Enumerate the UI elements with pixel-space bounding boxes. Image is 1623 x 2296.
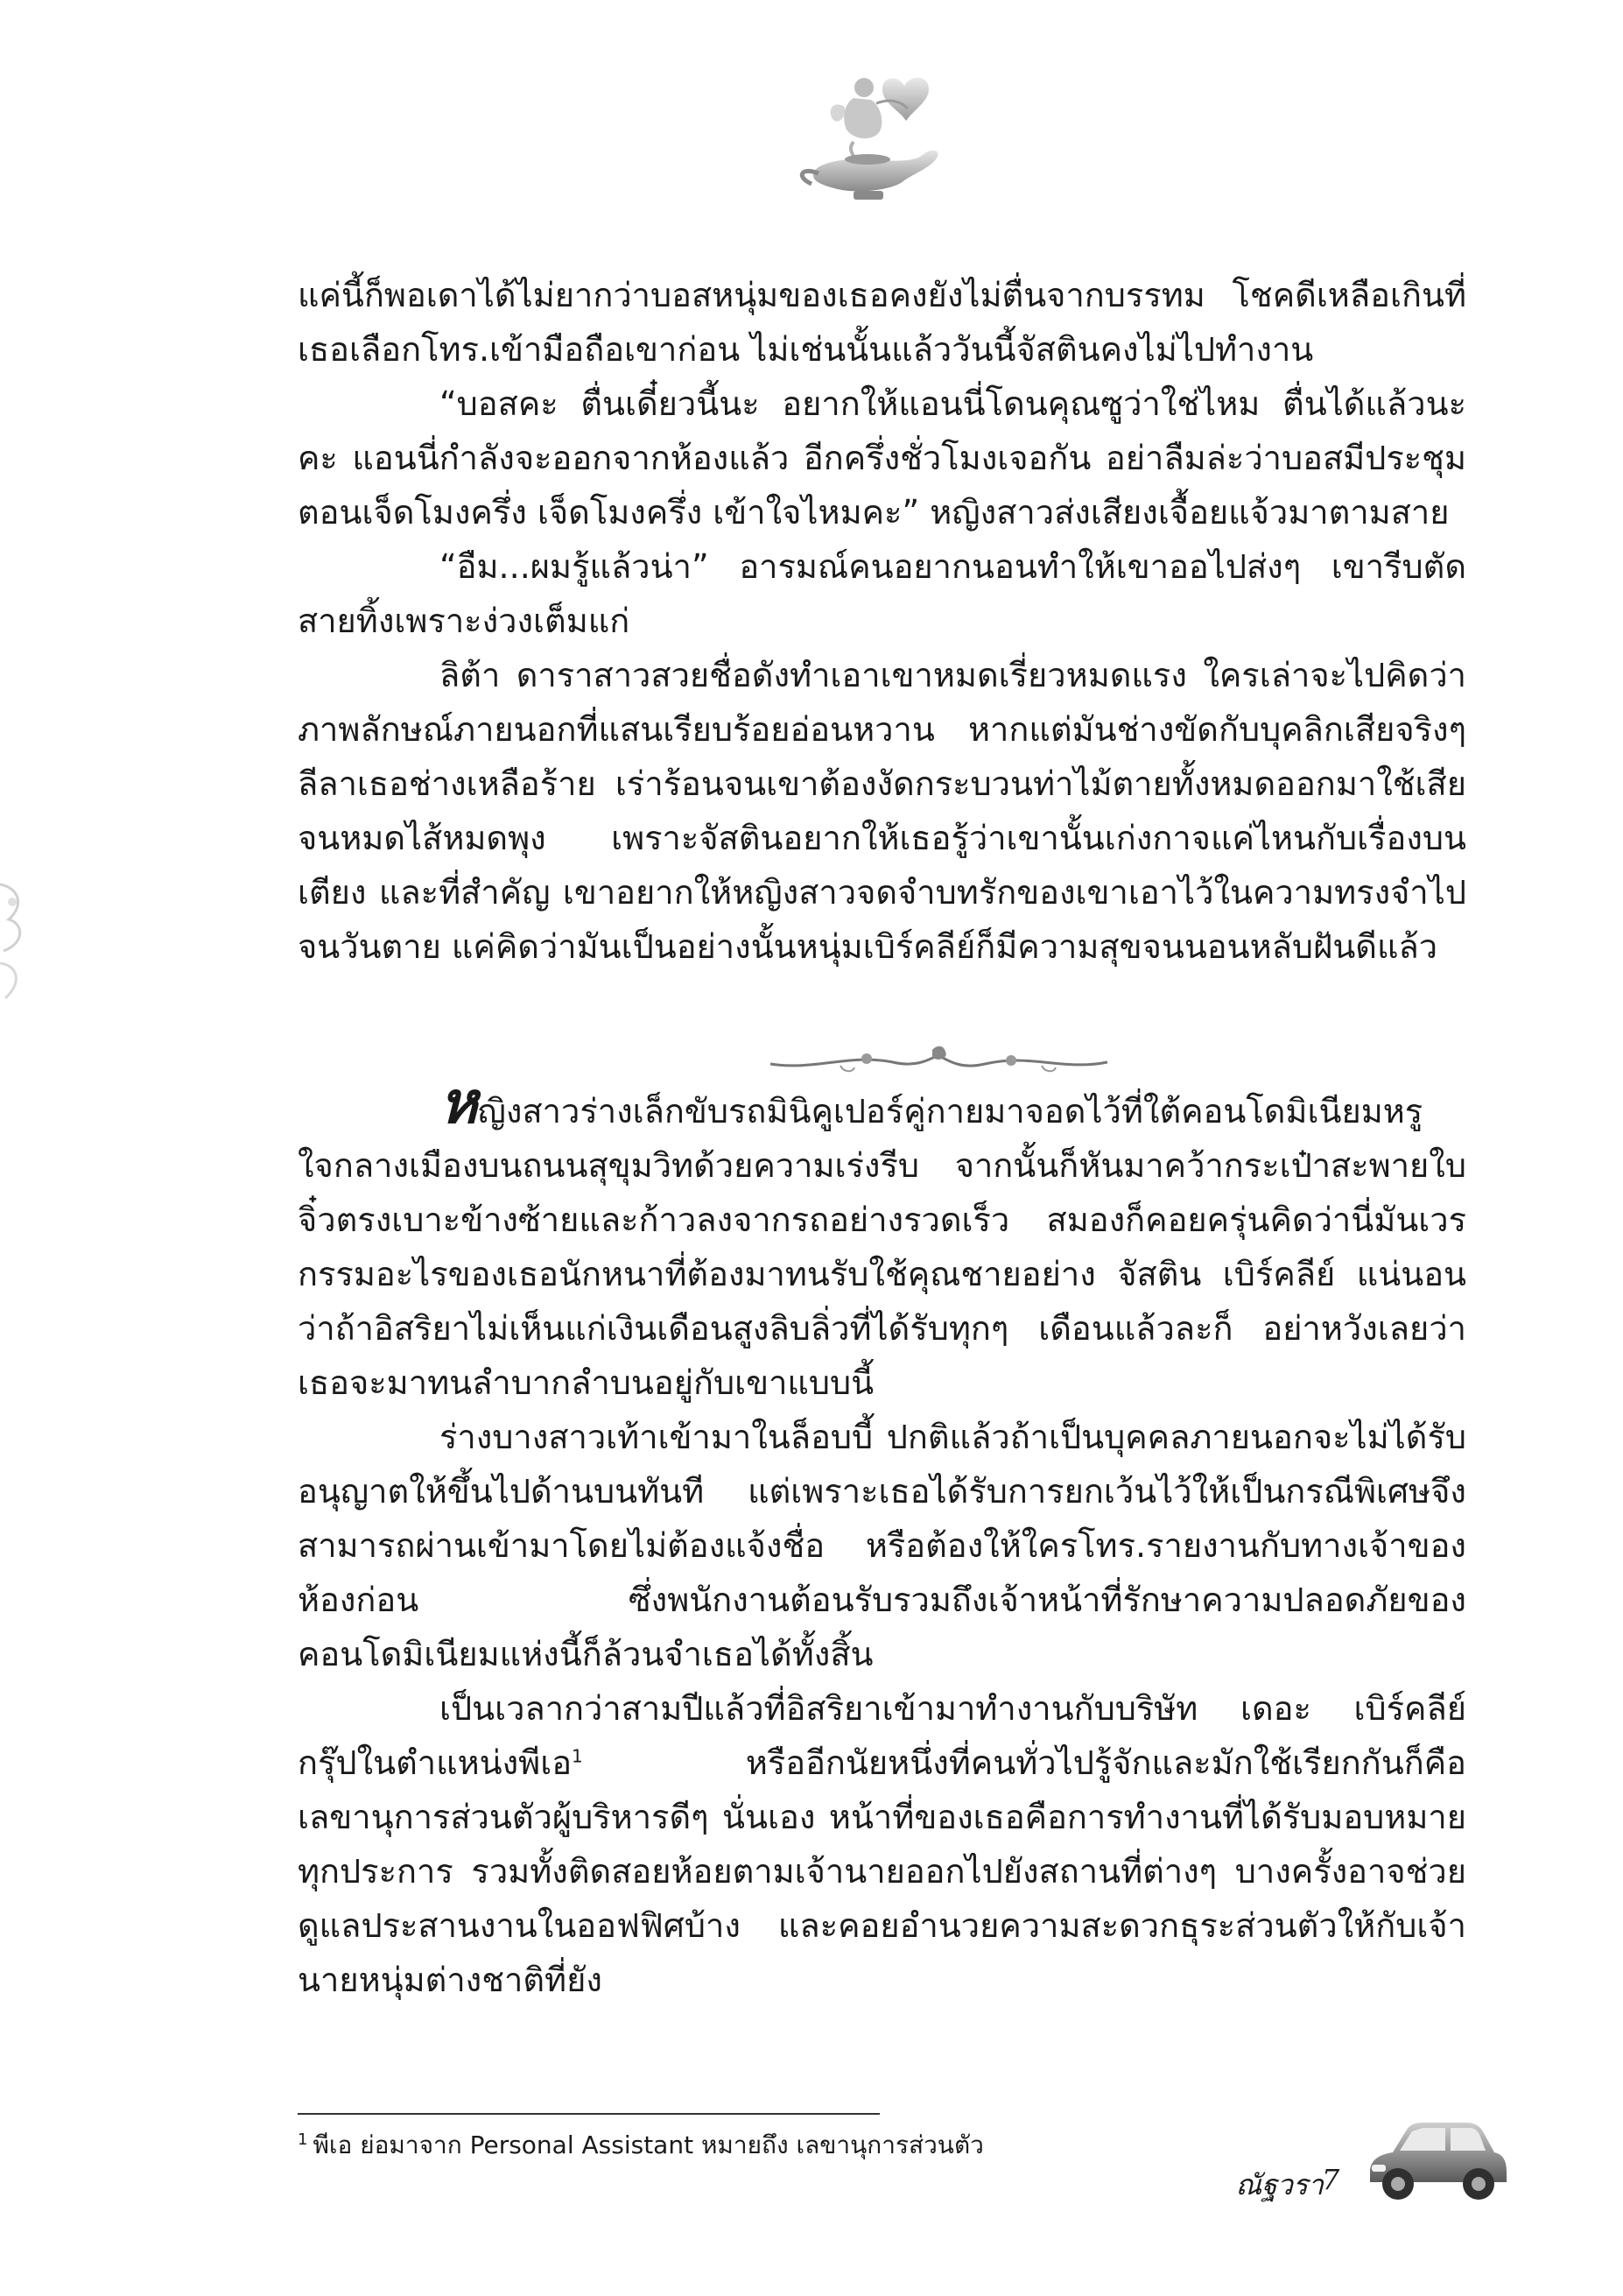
footnote-rule [298, 2113, 880, 2115]
footnote-text: พีเอ ย่อมาจาก Personal Assistant หมายถึง เลขานุการส่วนตัว [313, 2130, 984, 2159]
margin-decoration-icon [0, 867, 33, 1016]
paragraph: แค่นี้ก็พอเดาได้ไม่ยากว่าบอสหนุ่มของเธอคงยังไม่ตื่นจากบรรทม โชคดีเหลือเกินที่เธอเลือกโทร.เข้ามือถือเขาก่อน ไม่เช่นนั้นแล้ววันนี้จัสตินคงไม่ไปทำงาน [298, 276, 1466, 369]
paragraph [298, 1681, 1466, 2007]
paragraph: ลิต้า ดาราสาวสวยชื่อดังทำเอาเขาหมดเรี่ยวหมดแรง ใครเล่าจะไปคิดว่าภาพลักษณ์ภายนอกที่แสนเรียบร้อยอ่อนหวาน หากแต่มันช่างขัดกับบุคลิกเสียจริงๆ ลีลาเธอช่างเหลือร้าย เร่าร้อนจนเขาต้องงัดกระบวนท่าไม้ตายทั้งหมดออกมาใช้เสียจนหมดไส้หมดพุง เพราะจัสตินอยากให้เธอรู้ว่าเขานั้นเก่งกาจแค่ไหนกับเรื่องบนเตียง และที่สำคัญ เขาอยากให้หญิงสาวจดจำบทรักของเขาเอาไว้ในความทรงจำไปจนวันตาย แค่คิดว่ามันเป็นอย่างนั้นหนุ่มเบิร์คลีย์ก็มีความสุขจนนอนหลับฝันดีแล้ว [298, 656, 1466, 966]
paragraph: “อืม...ผมรู้แล้วน่า” อารมณ์คนอยากนอนทำให้เขาออไปส่งๆ เขารีบตัดสายทิ้งเพราะง่วงเต็มแก่ [298, 547, 1466, 640]
paragraph: ร่างบางสาวเท้าเข้ามาในล็อบบี้ ปกติแล้วถ้าเป็นบุคคลภายนอกจะไม่ได้รับอนุญาตให้ขึ้นไปด้านบนทันที แต่เพราะเธอได้รับการยกเว้นไว้ให้เป็นกรณีพิเศษจึงสามารถผ่านเข้ามาโดยไม่ต้องแจ้งชื่อ หรือต้องให้ใครโทร.รายงานกับทางเจ้าของห้องก่อน ซึ่งพนักงานต้อนรับรวมถึงเจ้าหน้าที่รักษาความปลอดภัยของคอนโดมิเนียมแห่งนี้ก็ล้วนจำเธอได้ทั้งสิ้น [298, 1418, 1466, 1673]
paragraph: “บอสคะ ตื่นเดี๋ยวนี้นะ อยากให้แอนนี่โดนคุณซูว่าใช่ไหม ตื่นได้แล้วนะคะ แอนนี่กำลังจะออกจากห้องแล้ว อีกครึ่งชั่วโมงเจอกัน อย่าลืมล่ะว่าบอสมีประชุมตอนเจ็ดโมงครึ่ง เจ็ดโมงครึ่ง เข้าใจไหมคะ” หญิงสาวส่งเสียงเจื้อยแจ้วมาตามสาย [298, 384, 1466, 532]
footnote [298, 2128, 1348, 2163]
paragraph-text: หรืออีกนัยหนึ่งที่คนทั่วไปรู้จักและมักใช้เรียกกันก็คือเลขานุการส่วนตัวผู้บริหารดีๆ นั่นเอง หน้าที่ของเธอคือการทำงานที่ได้รับมอบหมายทุกประการ รวมทั้งติดสอยห้อยตามเจ้านายออกไปยังสถานที่ต่างๆ บางครั้งอาจช่วยดูแลประสานงานในออฟฟิศบ้าง และคอยอำนวยความสะดวกธุระส่วนตัวให้กับเจ้านายหนุ่มต่างชาติที่ยัง [298, 1743, 1466, 1999]
dropcap: ห [439, 1068, 478, 1137]
text-section-2 [298, 1068, 1466, 2007]
footnote-marker: 1 [572, 1745, 583, 1767]
paragraph-text: ญิงสาวร่างเล็กขับรถมินิคูเปอร์คู่กายมาจอดไว้ที่ใต้คอนโดมิเนียมหรูใจกลางเมืองบนถนนสุขุมวิทด้วยความเร่งรีบ จากนั้นก็หันมาคว้ากระเป๋าสะพายใบจิ๋วตรงเบาะข้างซ้ายและก้าวลงจากรถอย่างรวดเร็ว สมองก็คอยครุ่นคิดว่านี่มันเวรกรรมอะไรของเธอนักหนาที่ต้องมาทนรับใช้คุณชายอย่าง จัสติน เบิร์คลีย์ แน่นอนว่าถ้าอิสริยาไม่เห็นแก่เงินเดือนสูงลิบลิ่วที่ได้รับทุกๆ เดือนแล้วละก็ อย่าหวังเลยว่าเธอจะมาทนลำบากลำบนอยู่กับเขาแบบนี้ [298, 1092, 1466, 1402]
text-section-1 [298, 268, 1466, 974]
paragraph-text: เป็นเวลากว่าสามปีแล้วที่อิสริยาเข้ามาทำงานกับบริษัท เดอะ เบิร์คลีย์ กรุ๊ปในตำแหน่งพีเอ [298, 1689, 1466, 1782]
footnote-number: 1 [298, 2130, 308, 2149]
cupid-teapot-ornament-icon [792, 68, 945, 208]
page-number: 7 [1321, 2163, 1340, 2196]
paragraph [298, 1068, 1466, 1410]
footer-author: ณัฐวรา [1235, 2168, 1324, 2201]
mini-cooper-car-icon [1361, 2110, 1510, 2207]
floral-divider-icon [762, 1045, 1116, 1080]
